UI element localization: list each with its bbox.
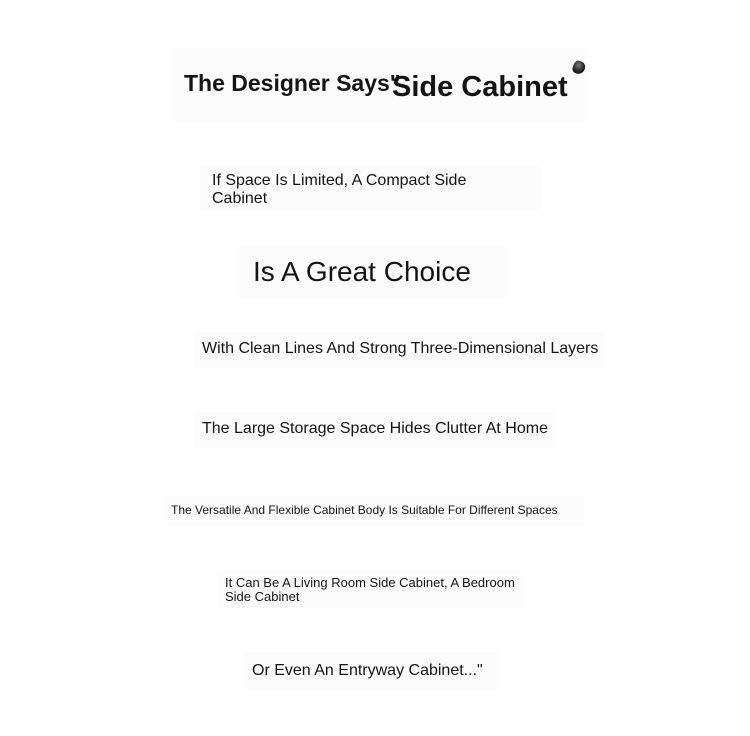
title-prefix: The Designer Says" [184,70,401,96]
text-line-3: With Clean Lines And Strong Three-Dimensional Layers [202,340,599,357]
text-line-4: The Large Storage Space Hides Clutter At Home [202,420,548,437]
text-line-1: If Space Is Limited, A Compact Side Cabinet [212,172,467,207]
text-line-2: Is A Great Choice [253,256,471,287]
text-line-7: Or Even An Entryway Cabinet..." [252,662,483,679]
text-line-5: The Versatile And Flexible Cabinet Body Is Suitable For Different Spaces [171,503,558,517]
text-line-6: It Can Be A Living Room Side Cabinet, A Bedroom Side Cabinet [225,575,515,604]
page-title: Side Cabinet [392,71,568,103]
